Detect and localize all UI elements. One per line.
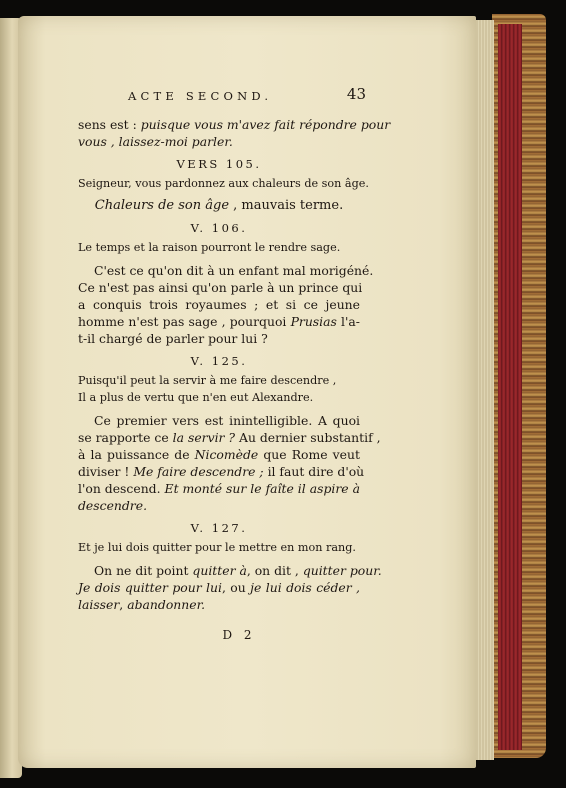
quoted-verse: Et je lui dois quitter pour le mettre en mon rang.	[78, 541, 356, 554]
quoted-verse: Puisqu'il peut la servir à me faire descendre ,	[78, 374, 337, 387]
text-line: se rapporte ce la servir ? Au dernier substantif ,	[78, 430, 381, 445]
verse-heading: VERS 105.	[176, 157, 262, 171]
text-line: Je dois quitter pour lui, ou je lui dois céder ,	[78, 580, 360, 595]
verse-heading: V. 106.	[190, 221, 248, 235]
text-line: sens est : puisque vous m'avez fait répondre pour	[78, 117, 391, 132]
text-line: vous , laissez-moi parler.	[78, 134, 233, 149]
page-fore-edge	[474, 20, 494, 760]
page-text	[78, 85, 391, 644]
text-line: t-il chargé de parler pour lui ?	[78, 331, 268, 346]
verse-heading: V. 125.	[190, 354, 248, 368]
quoted-verse: Le temps et la raison pourront le rendre sage.	[78, 241, 341, 254]
text-line: homme n'est pas sage , pourquoi Prusias l'a-	[78, 314, 360, 329]
text-line: à la puissance de Nicomède que Rome veut	[78, 447, 360, 462]
text-line: laisser, abandonner.	[78, 597, 206, 612]
quoted-verse: Il a plus de vertu que n'en eut Alexandre.	[78, 391, 314, 404]
verse-heading: V. 127.	[190, 521, 248, 535]
quoted-verse: Seigneur, vous pardonnez aux chaleurs de son âge.	[78, 177, 369, 190]
commentary-line: Chaleurs de son âge , mauvais terme.	[94, 198, 344, 213]
text-line: On ne dit point quitter à, on dit , quitter pour.	[94, 563, 382, 578]
text-line: C'est ce qu'on dit à un enfant mal morigéné.	[94, 263, 374, 278]
running-head: ACTE SECOND.	[128, 89, 273, 103]
text-line: diviser ! Me faire descendre ; il faut dire d'où	[78, 464, 365, 479]
red-page-edges	[498, 24, 522, 750]
text-line: l'on descend. Et monté sur le faîte il aspire à	[78, 481, 360, 496]
signature-mark: D 2	[222, 628, 256, 642]
text-line: Ce n'est pas ainsi qu'on parle à un prince qui	[78, 280, 363, 295]
text-line: a conquis trois royaumes ; et si ce jeune	[78, 297, 360, 312]
text-line: descendre.	[78, 498, 148, 513]
page-header	[78, 85, 366, 116]
page-number: 43	[346, 85, 366, 103]
text-line: Ce premier vers est inintelligible. A quoi	[94, 413, 360, 428]
